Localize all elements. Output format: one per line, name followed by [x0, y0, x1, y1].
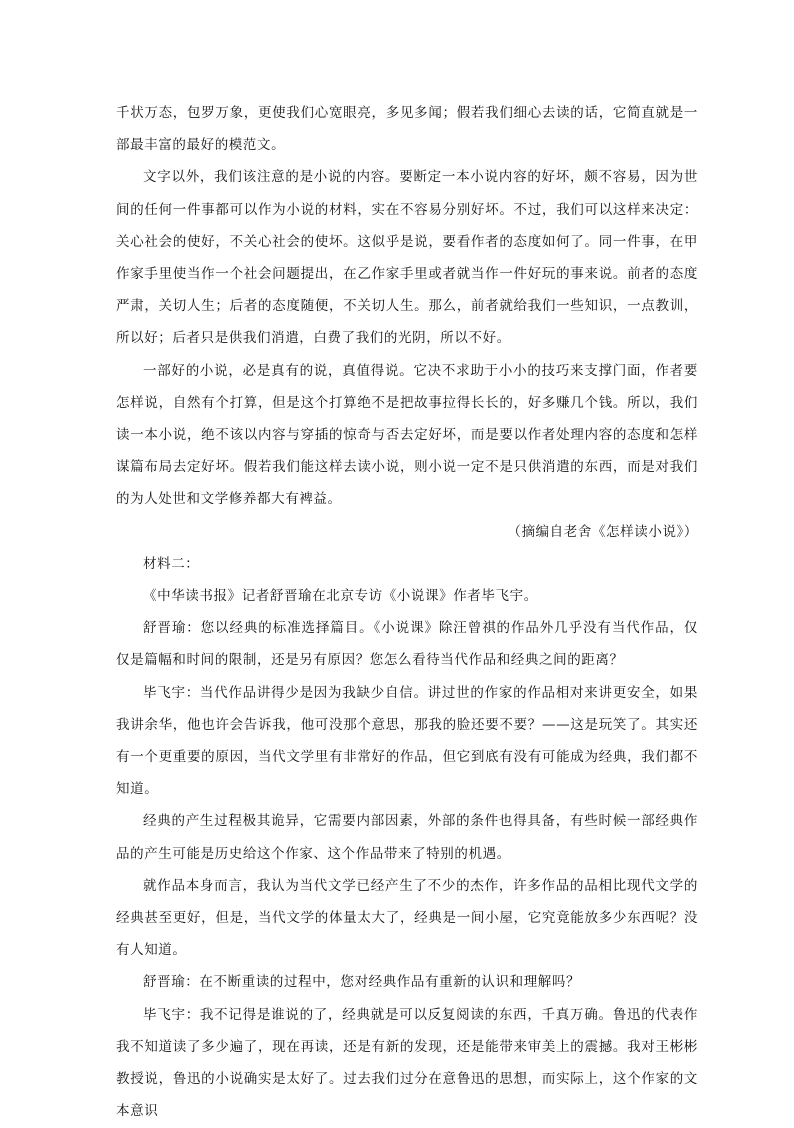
- dialogue-question-1: 舒晋瑜：您以经典的标准选择篇目。《小说课》除汪曾祺的作品外几乎没有当代作品，仅仅是篇幅和时间的限制，还是另有原因？您怎么看待当代作品和经典之间的距离？: [116, 620, 698, 669]
- dialogue-answer-1-cont-a: 经典的产生过程极其诡异，它需要内部因素，外部的条件也得具备，有些时候一部经典作品的产生可能是历史给这个作家、这个作品带来了特别的机遇。: [116, 813, 698, 862]
- dialogue-answer-1: 毕飞宇：当代作品讲得少是因为我缺少自信。讲过世的作家的作品相对来讲更安全，如果我讲余华，他也许会告诉我，他可没那个意思，那我的脸还要不要？——这是玩笑了。其实还有一个更重要的原因，当代文学里有非常好的作品，但它到底有没有可能成为经典，我们都不知道。: [116, 684, 698, 798]
- source-citation: （摘编自老舍《怎样读小说》）: [507, 523, 698, 540]
- section-label: 材料二：: [143, 555, 200, 572]
- interview-intro: 《中华读书报》记者舒晋瑜在北京专访《小说课》作者毕飞宇。: [143, 588, 538, 605]
- document-body: [116, 97, 698, 1128]
- paragraph-content-quality: 文字以外，我们该注意的是小说的内容。要断定一本小说内容的好坏，颇不容易，因为世间的任何一件事都可以作为小说的材料，实在不容易分别好坏。不过，我们可以这样来决定：关心社会的使好，不关心社会的使坏。这似乎是说，要看作者的态度如何了。同一件事，在甲作家手里使当作一个社会问题提出，在乙作家手里或者就当作一件好玩的事来说。前者的态度严肃，关切人生；后者的态度随便，不关切人生。那么，前者就给我们一些知识，一点教训，所以好；后者只是供我们消遣，白费了我们的光阴，所以不好。: [116, 169, 698, 347]
- paragraph-good-novel: 一部好的小说，必是真有的说，真值得说。它决不求助于小小的技巧来支撑门面，作者要怎样说，自然有个打算，但是这个打算绝不是把故事拉得长长的，好多赚几个钱。所以，我们读一本小说，绝不该以内容与穿插的惊奇与否去定好坏，而是要以作者处理内容的态度和怎样谋篇布局去定好坏。假若我们能这样去读小说，则小说一定不是只供消遣的东西，而是对我们的为人处世和文学修养都大有裨益。: [116, 362, 698, 508]
- dialogue-answer-1-cont-b: 就作品本身而言，我认为当代文学已经产生了不少的杰作，许多作品的品相比现代文学的经典甚至更好，但是，当代文学的体量太大了，经典是一间小屋，它究竟能放多少东西呢？没有人知道。: [116, 877, 698, 959]
- paragraph-continuation: 千状万态，包罗万象，更使我们心宽眼亮，多见多闻；假若我们细心去读的话，它简直就是一部最丰富的最好的模范文。: [116, 105, 698, 154]
- dialogue-answer-2: 毕飞宇：我不记得是谁说的了，经典就是可以反复阅读的东西，千真万确。鲁迅的代表作我不知道读了多少遍了，现在再读，还是有新的发现，还是能带来审美上的震撼。我对王彬彬教授说，鲁迅的小说确实是太好了。过去我们过分在意鲁迅的思想，而实际上，这个作家的文本意识: [116, 1006, 698, 1120]
- dialogue-question-2: 舒晋瑜：在不断重读的过程中，您对经典作品有重新的认识和理解吗？: [143, 974, 581, 991]
